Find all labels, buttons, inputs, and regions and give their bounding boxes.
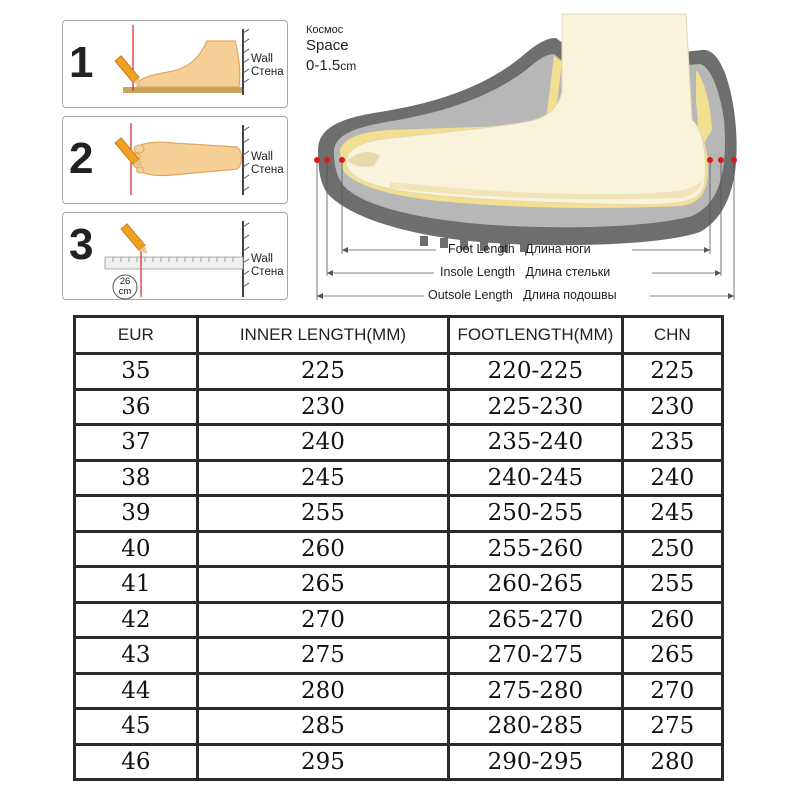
foot-length-label: Foot Length Длина ноги: [448, 242, 591, 256]
chn-cell: 260: [624, 604, 721, 637]
foot-length-cell: 220-225: [450, 355, 620, 388]
chn-cell: 240: [624, 462, 721, 495]
table-row: [76, 533, 721, 566]
wall-label: Wall Стена: [251, 53, 284, 78]
size-chart-table: [73, 315, 724, 781]
foot-length-cell: 290-295: [450, 746, 620, 779]
table-row: [76, 355, 721, 388]
chn-cell: 235: [624, 426, 721, 459]
inner-length-cell: 270: [199, 604, 448, 637]
foot-length-cell: 260-265: [450, 568, 620, 601]
chn-cell: 245: [624, 497, 721, 530]
step-number: 2: [69, 134, 94, 183]
inner-length-cell: 260: [199, 533, 448, 566]
eur-cell: 45: [76, 710, 196, 743]
header-foot-length: FOOTLENGTH(MM): [450, 318, 620, 352]
eur-cell: 42: [76, 604, 196, 637]
table-header-row: [76, 318, 721, 352]
space-label: Космос Space 0-1.5cm: [306, 24, 357, 74]
step-3-panel: [62, 212, 288, 300]
foot-length-cell: 240-245: [450, 462, 620, 495]
table-row: [76, 710, 721, 743]
table-row: [76, 497, 721, 530]
inner-length-cell: 295: [199, 746, 448, 779]
chn-cell: 250: [624, 533, 721, 566]
chn-cell: 270: [624, 675, 721, 708]
inner-length-cell: 285: [199, 710, 448, 743]
step-2-panel: [62, 116, 288, 204]
eur-cell: 46: [76, 746, 196, 779]
foot-length-cell: 250-255: [450, 497, 620, 530]
eur-cell: 39: [76, 497, 196, 530]
header-chn: CHN: [624, 318, 721, 352]
inner-length-cell: 265: [199, 568, 448, 601]
step-number: 1: [69, 38, 94, 87]
eur-cell: 35: [76, 355, 196, 388]
inner-length-cell: 245: [199, 462, 448, 495]
table-row: [76, 604, 721, 637]
ruler-reading-label: 26 cm: [118, 276, 132, 297]
eur-cell: 43: [76, 639, 196, 672]
chn-cell: 255: [624, 568, 721, 601]
chn-cell: 275: [624, 710, 721, 743]
table-row: [76, 675, 721, 708]
chn-cell: 225: [624, 355, 721, 388]
table-row: [76, 746, 721, 779]
inner-length-cell: 255: [199, 497, 448, 530]
foot-length-cell: 235-240: [450, 426, 620, 459]
insole-length-label: Insole Length Длина стельки: [440, 265, 611, 279]
eur-cell: 38: [76, 462, 196, 495]
foot-length-cell: 275-280: [450, 675, 620, 708]
chn-cell: 280: [624, 746, 721, 779]
table-row: [76, 568, 721, 601]
wall-label: Wall Стена: [251, 253, 284, 278]
table-row: [76, 391, 721, 424]
inner-length-cell: 240: [199, 426, 448, 459]
eur-cell: 40: [76, 533, 196, 566]
inner-length-cell: 230: [199, 391, 448, 424]
inner-length-cell: 280: [199, 675, 448, 708]
chn-cell: 230: [624, 391, 721, 424]
eur-cell: 36: [76, 391, 196, 424]
inner-length-cell: 225: [199, 355, 448, 388]
step-number: 3: [69, 220, 94, 269]
outsole-length-label: Outsole Length Длина подошвы: [428, 288, 617, 302]
eur-cell: 41: [76, 568, 196, 601]
foot-length-cell: 265-270: [450, 604, 620, 637]
header-inner-length: INNER LENGTH(MM): [199, 318, 448, 352]
foot-length-cell: 280-285: [450, 710, 620, 743]
table-row: [76, 639, 721, 672]
table-row: [76, 462, 721, 495]
wall-label: Wall Стена: [251, 151, 284, 176]
step-1-panel: [62, 20, 288, 108]
header-eur: EUR: [76, 318, 196, 352]
eur-cell: 37: [76, 426, 196, 459]
table-row: [76, 426, 721, 459]
foot-length-cell: 270-275: [450, 639, 620, 672]
foot-length-cell: 255-260: [450, 533, 620, 566]
foot-length-cell: 225-230: [450, 391, 620, 424]
eur-cell: 44: [76, 675, 196, 708]
shoe-cross-section-diagram: [300, 0, 800, 310]
inner-length-cell: 275: [199, 639, 448, 672]
chn-cell: 265: [624, 639, 721, 672]
